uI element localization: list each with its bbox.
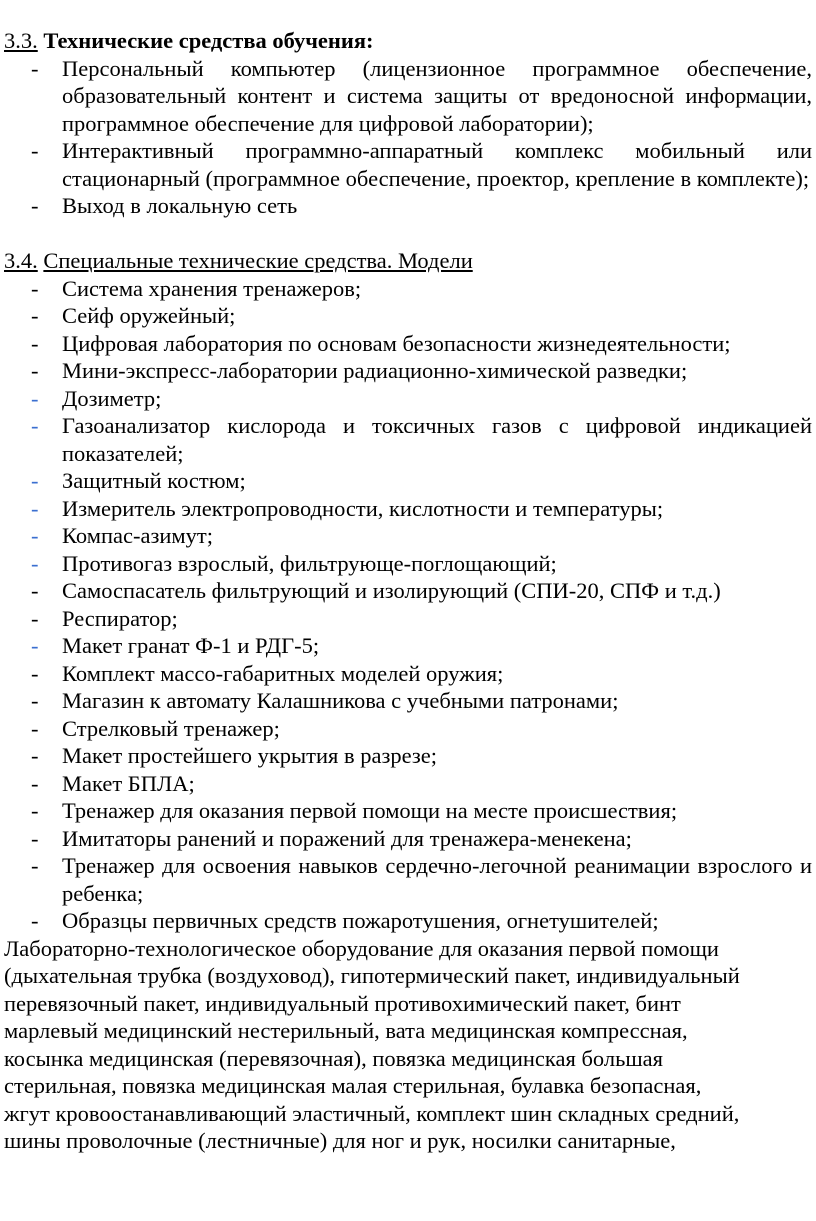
- list-item: [4, 467, 812, 495]
- paragraph-line: Лабораторно-технологическое оборудование для оказания первой помощи: [4, 935, 719, 961]
- section-33-heading: [4, 27, 812, 55]
- list-item: [4, 302, 812, 330]
- list-item-text: Интерактивный программно-аппаратный комплекс мобильный или стационарный (программное обеспечение, проектор, крепление в комплекте);: [62, 138, 812, 191]
- paragraph-line: стерильная, повязка медицинская малая стерильная, булавка безопасная,: [4, 1073, 702, 1098]
- dash-bullet: -: [31, 688, 39, 713]
- list-item-text: Образцы первичных средств пожаротушения, огнетушителей;: [62, 908, 659, 933]
- list-item: [4, 577, 812, 605]
- list-item-text: Мини-экспресс-лаборатории радиационно-химической разведки;: [62, 358, 688, 383]
- dash-bullet: -: [31, 633, 39, 658]
- list-item-text: Тренажер для освоения навыков сердечно-легочной реанимации взрослого и ребенка;: [62, 853, 812, 906]
- list-item-text: Цифровая лаборатория по основам безопасности жизнедеятельности;: [62, 330, 731, 356]
- list-item-text: Компас-азимут;: [62, 523, 213, 548]
- dash-bullet: -: [31, 303, 39, 328]
- dash-bullet: -: [31, 770, 39, 796]
- section-spacer: [4, 220, 812, 248]
- list-item-text: Сейф оружейный;: [62, 303, 236, 328]
- dash-bullet: -: [31, 385, 39, 411]
- dash-bullet: -: [31, 853, 39, 878]
- list-item-text: Дозиметр;: [62, 385, 162, 411]
- dash-bullet: -: [31, 660, 39, 686]
- paragraph-line: жгут кровоостанавливающий эластичный, комплект шин складных средний,: [4, 1100, 740, 1126]
- dash-bullet: -: [31, 578, 39, 603]
- list-item-text: Респиратор;: [62, 605, 178, 631]
- list-item: [4, 825, 812, 853]
- list-item-text: Стрелковый тренажер;: [62, 715, 280, 741]
- list-item: [4, 275, 812, 303]
- list-item-text: Персональный компьютер (лицензионное программное обеспечение, образовательный контент и система защиты от вредоносной информации, программное обеспечение для цифровой лаборатории);: [62, 55, 812, 136]
- dash-bullet: -: [31, 138, 39, 163]
- section-34-title: Специальные технические средства. Модели: [43, 248, 473, 273]
- paragraph-line: шины проволочные (лестничные) для ног и рук, носилки санитарные,: [4, 1128, 676, 1153]
- list-item-text: Защитный костюм;: [62, 468, 246, 493]
- paragraph-line: перевязочный пакет, индивидуальный противохимический пакет, бинт: [4, 990, 681, 1016]
- dash-bullet: -: [31, 55, 39, 81]
- dash-bullet: -: [31, 715, 39, 741]
- list-item-text: Выход в локальную сеть: [62, 193, 298, 218]
- dash-bullet: -: [31, 468, 39, 493]
- list-item: [4, 907, 812, 935]
- list-item-text: Макет гранат Ф-1 и РДГ-5;: [62, 633, 320, 658]
- list-item: [4, 357, 812, 385]
- list-item: [4, 742, 812, 770]
- list-item-text: Макет простейшего укрытия в разрезе;: [62, 743, 438, 768]
- list-item-text: Тренажер для оказания первой помощи на месте происшествия;: [62, 798, 678, 823]
- section-34-list: [4, 275, 812, 935]
- list-item-text: Самоспасатель фильтрующий и изолирующий (СПИ-20, СПФ и т.д.): [62, 578, 721, 603]
- list-item: [4, 632, 812, 660]
- list-item-text: Противогаз взрослый, фильтрующе-поглощающий;: [62, 550, 557, 576]
- list-item-text: Магазин к автомату Калашникова с учебными патронами;: [62, 688, 619, 713]
- dash-bullet: -: [31, 193, 39, 218]
- list-item: [4, 605, 812, 633]
- dash-bullet: -: [31, 550, 39, 576]
- dash-bullet: -: [31, 495, 39, 521]
- dash-bullet: -: [31, 413, 39, 438]
- dash-bullet: -: [31, 798, 39, 823]
- dash-bullet: -: [31, 605, 39, 631]
- list-item: [4, 412, 812, 467]
- dash-bullet: -: [31, 743, 39, 768]
- list-item: [4, 687, 812, 715]
- list-item: [4, 495, 812, 523]
- list-item: [4, 770, 812, 798]
- list-item: [4, 852, 812, 907]
- section-33-list: [4, 55, 812, 220]
- list-item-text: Система хранения тренажеров;: [62, 275, 362, 301]
- list-item-text: Имитаторы ранений и поражений для тренажера-менекена;: [62, 825, 632, 851]
- list-item: [4, 797, 812, 825]
- paragraph-line: (дыхательная трубка (воздуховод), гипотермический пакет, индивидуальный: [4, 963, 740, 988]
- list-item-text: Макет БПЛА;: [62, 770, 195, 796]
- list-item: [4, 55, 812, 138]
- list-item: [4, 192, 812, 220]
- list-item-text: Газоанализатор кислорода и токсичных газов с цифровой индикацией показателей;: [62, 413, 812, 466]
- list-item: [4, 137, 812, 192]
- list-item: [4, 385, 812, 413]
- list-item-text: Комплект массо-габаритных моделей оружия;: [62, 660, 504, 686]
- paragraph-line: марлевый медицинский нестерильный, вата медицинская компрессная,: [4, 1018, 688, 1043]
- dash-bullet: -: [31, 908, 39, 933]
- list-item: [4, 522, 812, 550]
- dash-bullet: -: [31, 275, 39, 301]
- section-34-number: 3.4.: [4, 248, 38, 273]
- list-item: [4, 330, 812, 358]
- dash-bullet: -: [31, 358, 39, 383]
- list-item-text: Измеритель электропроводности, кислотности и температуры;: [62, 495, 664, 521]
- dash-bullet: -: [31, 330, 39, 356]
- list-item: [4, 660, 812, 688]
- section-34-heading: [4, 247, 812, 275]
- dash-bullet: -: [31, 825, 39, 851]
- paragraph-line: косынка медицинская (перевязочная), повязка медицинская большая: [4, 1045, 664, 1071]
- section-33-title: Технические средства обучения:: [43, 28, 374, 53]
- list-item: [4, 715, 812, 743]
- list-item: [4, 550, 812, 578]
- equipment-paragraph: [4, 935, 812, 1155]
- dash-bullet: -: [31, 523, 39, 548]
- section-33-number: 3.3.: [4, 28, 38, 53]
